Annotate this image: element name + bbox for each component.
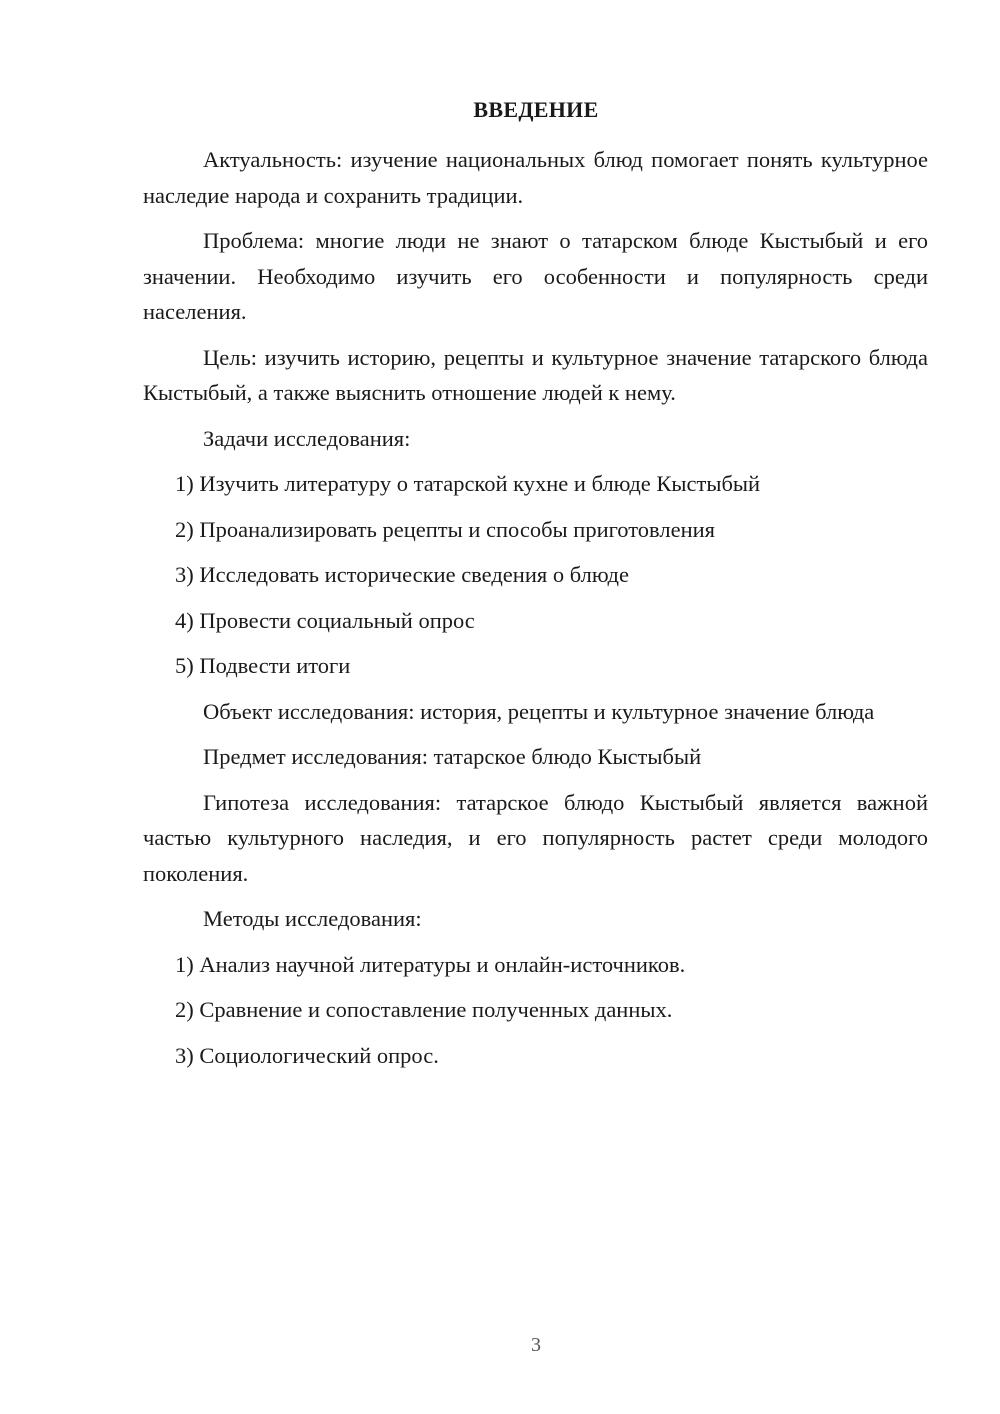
page-title: ВВЕДЕНИЕ [473, 97, 599, 122]
page-number: 3 [531, 1334, 541, 1356]
tasks-heading: Задачи исследования: [203, 425, 411, 451]
hypothesis-paragraph: Гипотеза исследования: татарское блюдо Кыстыбый является важной частью культурного наследия, и его популярность растет среди молодого поколения. [143, 789, 928, 886]
subject-paragraph: Предмет исследования: татарское блюдо Кыстыбый [203, 744, 702, 769]
problem-paragraph: Проблема: многие люди не знают о татарском блюде Кыстыбый и его значении. Необходимо изучить его особенности и популярность среди населения. [143, 228, 928, 324]
task-item: 4) Провести социальный опрос [175, 607, 475, 633]
method-item: 3) Социологический опрос. [175, 1042, 439, 1068]
task-item: 2) Проанализировать рецепты и способы приготовления [175, 516, 715, 542]
relevance-paragraph: Актуальность: изучение национальных блюд помогает понять культурное наследие народа и сохранить традиции. [143, 147, 928, 208]
method-item: 1) Анализ научной литературы и онлайн-источников. [175, 951, 686, 977]
task-item: 1) Изучить литературу о татарской кухне и блюде Кыстыбый [175, 471, 761, 496]
task-item: 3) Исследовать исторические сведения о блюде [175, 562, 629, 587]
method-item: 2) Сравнение и сопоставление полученных данных. [175, 997, 673, 1022]
goal-paragraph: Цель: изучить историю, рецепты и культурное значение татарского блюда Кыстыбый, а также выяснить отношение людей к нему. [143, 344, 928, 405]
methods-heading: Методы исследования: [203, 906, 422, 931]
task-item: 5) Подвести итоги [175, 653, 351, 678]
document-body [143, 142, 928, 1083]
object-paragraph: Объект исследования: история, рецепты и культурное значение блюда [203, 698, 875, 724]
